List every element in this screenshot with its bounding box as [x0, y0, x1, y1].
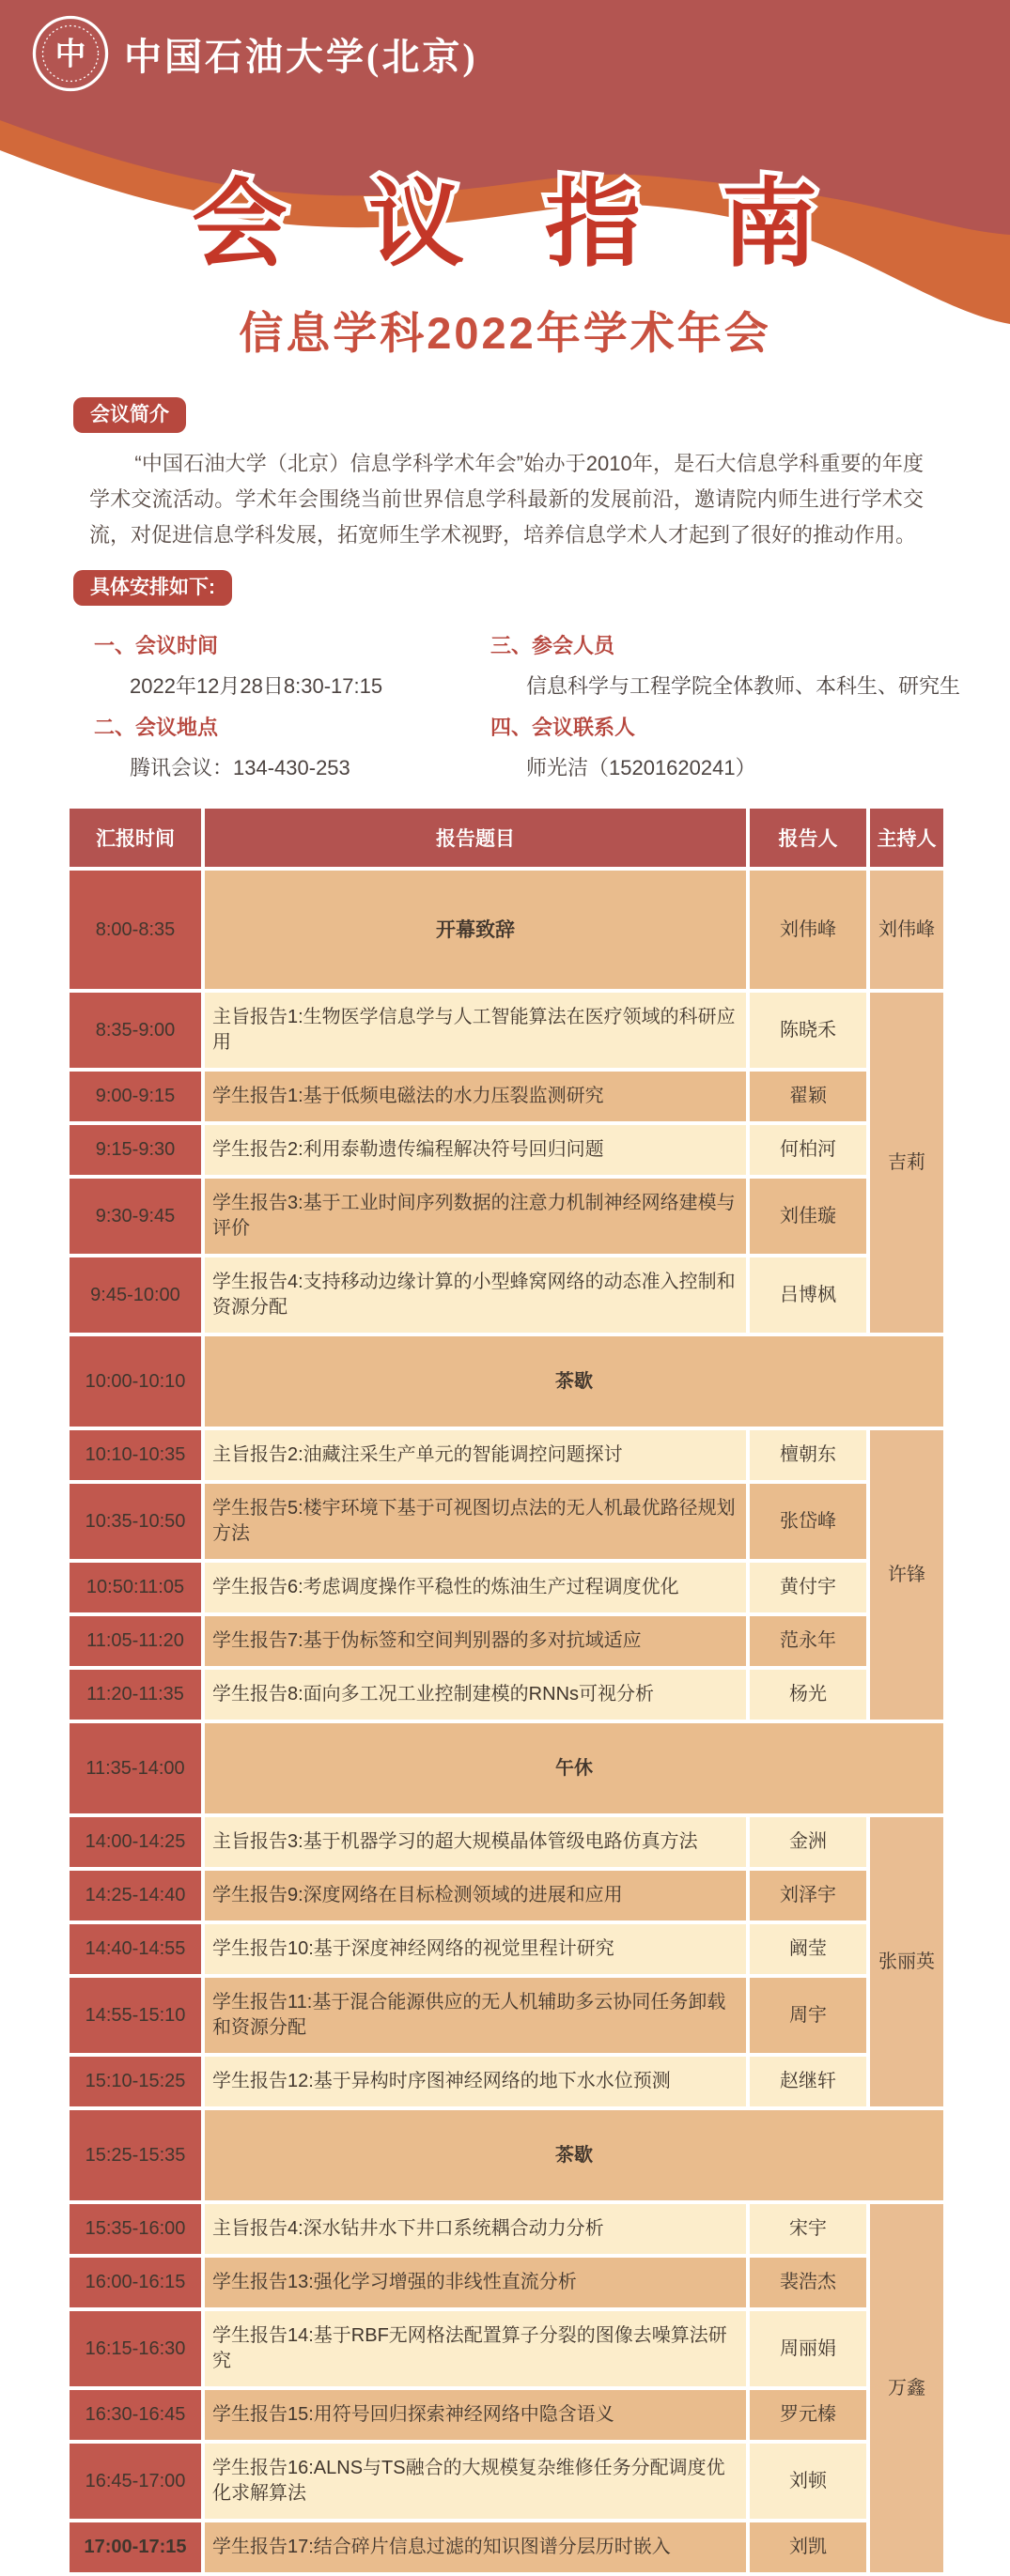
host-cell: 万鑫	[870, 2204, 943, 2572]
arrangement-item-label: 四、会议联系人	[490, 716, 636, 739]
arrangement-item-label: 三、参会人员	[490, 634, 615, 657]
host-cell: 刘伟峰	[870, 871, 943, 989]
schedule-header-row	[70, 809, 943, 867]
presenter-cell: 宋宇	[750, 2204, 866, 2254]
arrangement-item-content: 信息科学与工程学院全体教师、本科生、研究生	[526, 674, 961, 698]
time-cell: 9:15-9:30	[70, 1125, 201, 1175]
title-cell: 学生报告10:基于深度神经网络的视觉里程计研究	[205, 1924, 746, 1974]
schedule-row	[70, 1723, 943, 1813]
arrangement-item-contact	[490, 712, 991, 782]
schedule-row	[70, 2258, 943, 2307]
title-cell: 学生报告17:结合碎片信息过滤的知识图谱分层历时嵌入	[205, 2522, 746, 2572]
title-cell: 学生报告6:考虑调度操作平稳性的炼油生产过程调度优化	[205, 1563, 746, 1612]
presenter-cell: 周宇	[750, 1978, 866, 2053]
schedule-row	[70, 1871, 943, 1920]
title-cell: 学生报告9:深度网络在目标检测领域的进展和应用	[205, 1871, 746, 1920]
time-cell: 16:45-17:00	[70, 2444, 201, 2519]
arrangement-item-content: 腾讯会议：134-430-253	[130, 756, 350, 779]
title-cell: 学生报告11:基于混合能源供应的无人机辅助多云协同任务卸载和资源分配	[205, 1978, 746, 2053]
presenter-cell: 陈晓禾	[750, 993, 866, 1068]
page-title: 会议指南	[192, 171, 898, 278]
presenter-cell: 罗元榛	[750, 2390, 866, 2440]
presenter-cell: 刘泽宇	[750, 1871, 866, 1920]
presenter-cell: 范永年	[750, 1616, 866, 1666]
title-cell: 学生报告3:基于工业时间序列数据的注意力机制神经网络建模与评价	[205, 1179, 746, 1254]
schedule-row	[70, 2522, 943, 2572]
schedule-row	[70, 2390, 943, 2440]
schedule-row	[70, 1616, 943, 1666]
title-cell: 主旨报告4:深水钻井水下井口系统耦合动力分析	[205, 2204, 746, 2254]
presenter-cell: 金洲	[750, 1817, 866, 1867]
title-cell: 学生报告4:支持移动边缘计算的小型蜂窝网络的动态准入控制和资源分配	[205, 1257, 746, 1333]
time-cell: 14:25-14:40	[70, 1871, 201, 1920]
schedule-row	[70, 1336, 943, 1427]
arrangement-col-right	[490, 619, 991, 782]
arrangement-item-label: 二、会议地点	[94, 716, 219, 739]
title-cell: 学生报告14:基于RBF无网格法配置算子分裂的图像去噪算法研究	[205, 2311, 746, 2386]
schedule-row	[70, 2057, 943, 2106]
col-header-presenter: 报告人	[750, 809, 866, 867]
title-cell: 主旨报告2:油藏注采生产单元的智能调控问题探讨	[205, 1430, 746, 1480]
time-cell: 15:10-15:25	[70, 2057, 201, 2106]
schedule-body	[70, 871, 943, 2572]
intro-section	[0, 362, 1010, 553]
page-title-art	[0, 148, 1010, 291]
host-cell: 许锋	[870, 1430, 943, 1720]
host-cell: 吉莉	[870, 993, 943, 1333]
schedule-row	[70, 1484, 943, 1559]
presenter-cell: 黄付宇	[750, 1563, 866, 1612]
schedule-row	[70, 2204, 943, 2254]
university-name: 中国石油大学(北京)	[124, 35, 478, 78]
schedule-row	[70, 1430, 943, 1480]
schedule-table	[66, 805, 947, 2576]
presenter-cell: 赵继轩	[750, 2057, 866, 2106]
time-cell: 15:25-15:35	[70, 2110, 201, 2200]
arrangement-col-left	[94, 619, 490, 782]
presenter-cell: 周丽娟	[750, 2311, 866, 2386]
time-cell: 11:35-14:00	[70, 1723, 201, 1813]
schedule-row	[70, 2311, 943, 2386]
arrangement-section	[0, 553, 1010, 782]
page-subtitle: 信息学科2022年学术年会	[239, 308, 771, 358]
schedule-row	[70, 1072, 943, 1121]
hero-header	[0, 0, 1010, 299]
presenter-cell: 杨光	[750, 1670, 866, 1720]
presenter-cell: 刘凯	[750, 2522, 866, 2572]
break-cell: 茶歇	[205, 2110, 943, 2200]
schedule-row	[70, 1125, 943, 1175]
col-header-title: 报告题目	[205, 809, 746, 867]
schedule-row	[70, 993, 943, 1068]
time-cell: 10:10-10:35	[70, 1430, 201, 1480]
title-cell: 学生报告12:基于异构时序图神经网络的地下水水位预测	[205, 2057, 746, 2106]
schedule-row	[70, 2110, 943, 2200]
time-cell: 17:00-17:15	[70, 2522, 201, 2572]
schedule-row	[70, 2444, 943, 2519]
title-cell: 学生报告8:面向多工况工业控制建模的RNNs可视分析	[205, 1670, 746, 1720]
title-cell: 主旨报告3:基于机器学习的超大规模晶体管级电路仿真方法	[205, 1817, 746, 1867]
time-cell: 14:00-14:25	[70, 1817, 201, 1867]
university-brand	[32, 15, 478, 92]
university-seal-icon	[32, 15, 109, 92]
title-cell: 学生报告16:ALNS与TS融合的大规模复杂维修任务分配调度优化求解算法	[205, 2444, 746, 2519]
time-cell: 9:30-9:45	[70, 1179, 201, 1254]
seal-glyph: 中	[54, 36, 86, 71]
time-cell: 14:55-15:10	[70, 1978, 201, 2053]
time-cell: 14:40-14:55	[70, 1924, 201, 1974]
arrangement-item-label: 一、会议时间	[94, 634, 219, 657]
time-cell: 15:35-16:00	[70, 2204, 201, 2254]
schedule-row	[70, 1670, 943, 1720]
arrangement-item-time	[94, 630, 490, 701]
title-cell: 开幕致辞	[205, 871, 746, 989]
arrangement-grid	[94, 619, 991, 782]
schedule-row	[70, 1817, 943, 1867]
arrangement-item-content: 2022年12月28日8:30-17:15	[130, 674, 383, 698]
presenter-cell: 刘伟峰	[750, 871, 866, 989]
title-cell: 主旨报告1:生物医学信息学与人工智能算法在医疗领域的科研应用	[205, 993, 746, 1068]
title-cell: 学生报告2:利用泰勒遗传编程解决符号回归问题	[205, 1125, 746, 1175]
presenter-cell: 刘顿	[750, 2444, 866, 2519]
presenter-cell: 裴浩杰	[750, 2258, 866, 2307]
time-cell: 10:50:11:05	[70, 1563, 201, 1612]
schedule-row	[70, 871, 943, 989]
break-cell: 午休	[205, 1723, 943, 1813]
presenter-cell: 阚莹	[750, 1924, 866, 1974]
arrangement-badge: 具体安排如下:	[73, 570, 232, 606]
presenter-cell: 翟颖	[750, 1072, 866, 1121]
arrangement-item-content: 师光洁（15201620241）	[526, 756, 756, 779]
title-cell: 学生报告13:强化学习增强的非线性直流分析	[205, 2258, 746, 2307]
title-cell: 学生报告15:用符号回归探索神经网络中隐含语义	[205, 2390, 746, 2440]
time-cell: 9:45-10:00	[70, 1257, 201, 1333]
schedule-row	[70, 1179, 943, 1254]
presenter-cell: 刘佳璇	[750, 1179, 866, 1254]
title-cell: 学生报告1:基于低频电磁法的水力压裂监测研究	[205, 1072, 746, 1121]
host-cell: 张丽英	[870, 1817, 943, 2106]
time-cell: 9:00-9:15	[70, 1072, 201, 1121]
col-header-time: 汇报时间	[70, 809, 201, 867]
presenter-cell: 何柏河	[750, 1125, 866, 1175]
arrangement-item-place	[94, 712, 490, 782]
time-cell: 11:05-11:20	[70, 1616, 201, 1666]
time-cell: 10:35-10:50	[70, 1484, 201, 1559]
time-cell: 8:00-8:35	[70, 871, 201, 989]
break-cell: 茶歇	[205, 1336, 943, 1427]
col-header-host: 主持人	[870, 809, 943, 867]
presenter-cell: 吕博枫	[750, 1257, 866, 1333]
time-cell: 16:30-16:45	[70, 2390, 201, 2440]
title-cell: 学生报告7:基于伪标签和空间判别器的多对抗域适应	[205, 1616, 746, 1666]
intro-paragraph: “中国石油大学（北京）信息学科学术年会”始办于2010年，是石大信息学科重要的年度学术交流活动。学术年会围绕当前世界信息学科最新的发展前沿，邀请院内师生进行学术交流，对促进信息学科发展，拓宽师生学术视野，培养信息学术人才起到了很好的推动作用。	[89, 452, 924, 547]
schedule-row	[70, 1978, 943, 2053]
schedule-row	[70, 1924, 943, 1974]
time-cell: 16:15-16:30	[70, 2311, 201, 2386]
time-cell: 8:35-9:00	[70, 993, 201, 1068]
time-cell: 11:20-11:35	[70, 1670, 201, 1720]
presenter-cell: 张岱峰	[750, 1484, 866, 1559]
title-cell: 学生报告5:楼宇环境下基于可视图切点法的无人机最优路径规划方法	[205, 1484, 746, 1559]
intro-badge: 会议简介	[73, 397, 186, 433]
schedule-row	[70, 1563, 943, 1612]
time-cell: 10:00-10:10	[70, 1336, 201, 1427]
arrangement-item-attendees	[490, 630, 991, 701]
time-cell: 16:00-16:15	[70, 2258, 201, 2307]
schedule-row	[70, 1257, 943, 1333]
presenter-cell: 檀朝东	[750, 1430, 866, 1480]
